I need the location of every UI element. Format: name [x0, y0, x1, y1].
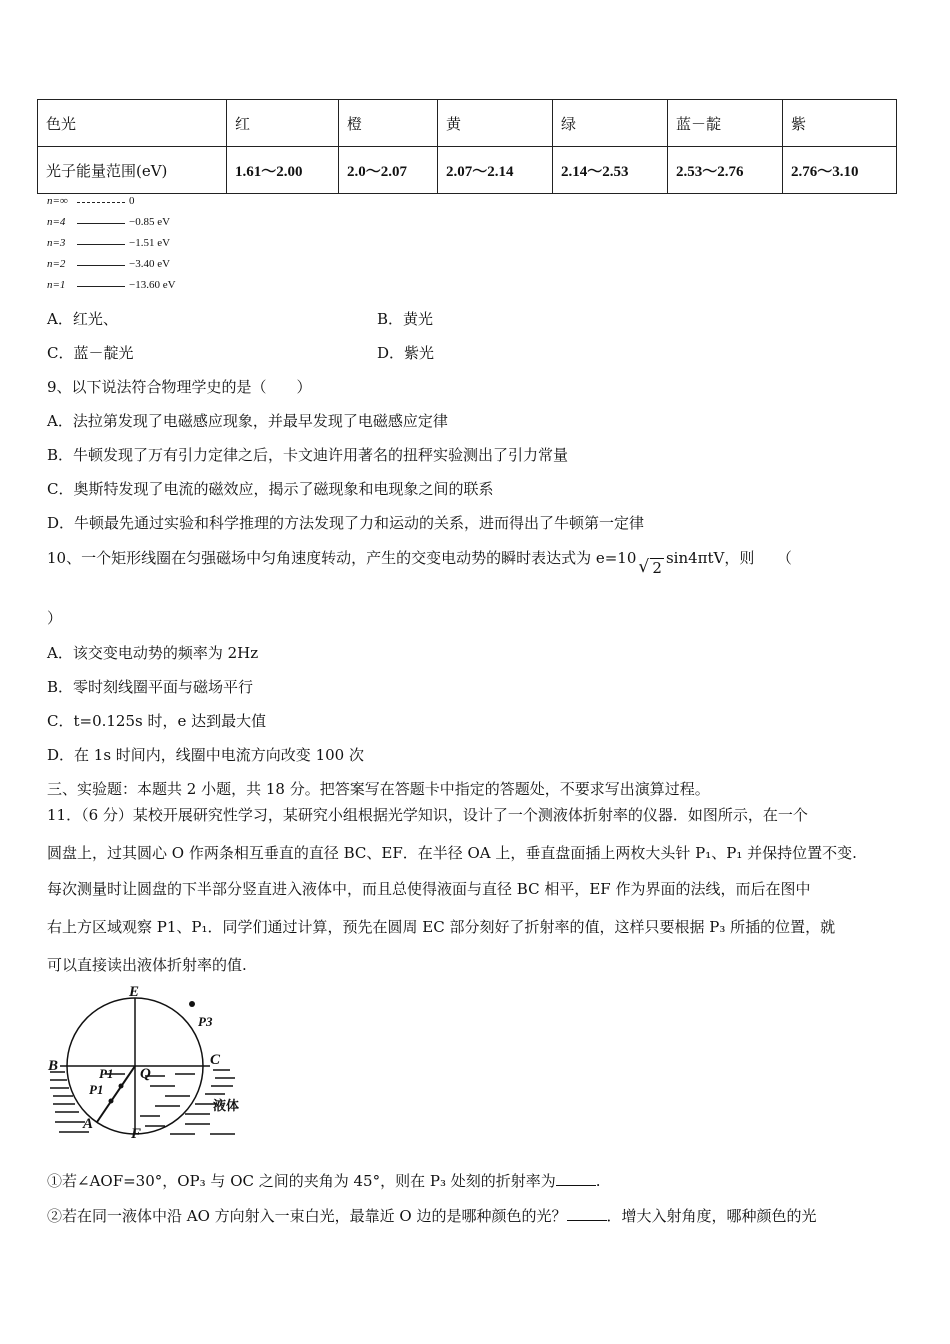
answer-blank[interactable] — [556, 1171, 596, 1186]
table-cell: 2.0～2.07 — [339, 147, 438, 194]
photon-energy-table — [37, 99, 897, 194]
level-energy: −13.60 eV — [129, 279, 176, 291]
q11-subquestion-1 — [47, 1170, 601, 1191]
label-e: E — [129, 984, 140, 1000]
q11-s1-end: . — [595, 1172, 601, 1190]
label-a: A — [83, 1116, 94, 1132]
table-cell: 2.14～2.53 — [553, 147, 668, 194]
energy-level — [47, 216, 207, 237]
q10-stem-close: ） — [47, 609, 63, 627]
q10-stem-post: sin4πtV，则 （ — [665, 549, 792, 567]
table-cell: 光子能量范围(eV) — [38, 147, 227, 194]
table-header-row — [38, 100, 897, 147]
q8-option-c: C．蓝－靛光 — [47, 344, 134, 362]
sqrt-radicand: 2 — [652, 559, 662, 577]
q11-line: 圆盘上，过其圆心 O 作两条相互垂直的直径 BC、EF．在半径 OA 上，垂直盘面插上两枚大头针 P₁、P₁ 并保持位置不变. — [47, 844, 857, 862]
label-liquid: 液体 — [213, 1099, 240, 1114]
table-row — [38, 147, 897, 194]
table-cell: 绿 — [553, 100, 668, 147]
q11-line: 可以直接读出液体折射率的值. — [47, 956, 247, 974]
level-n: n=1 — [47, 279, 66, 291]
q11-s1-text: ①若∠AOF=30°，OP₃ 与 OC 之间的夹角为 45°，则在 P₃ 处刻的折射率为 — [47, 1172, 556, 1190]
label-b: B — [48, 1058, 59, 1074]
label-f: F — [131, 1126, 142, 1142]
level-n: n=3 — [47, 237, 66, 249]
q9-stem: 9、以下说法符合物理学史的是（ ） — [47, 378, 312, 396]
q9-option-a: A．法拉第发现了电磁感应现象，并最早发现了电磁感应定律 — [47, 412, 448, 430]
level-energy: −1.51 eV — [129, 237, 171, 249]
q11-line: 每次测量时让圆盘的下半部分竖直进入液体中，而且总使得液面与直径 BC 相平，EF 作为界面的法线，而后在图中 — [47, 880, 811, 898]
level-line — [77, 202, 125, 203]
q8-option-d: D．紫光 — [377, 344, 435, 362]
level-line — [77, 286, 125, 287]
table-cell: 蓝－靛 — [668, 100, 783, 147]
level-n: n=2 — [47, 258, 66, 270]
level-energy: 0 — [129, 195, 135, 207]
table-cell: 2.53～2.76 — [668, 147, 783, 194]
label-p1b: P1 — [89, 1082, 104, 1097]
table-cell: 2.07～2.14 — [438, 147, 553, 194]
table-cell: 2.76～3.10 — [783, 147, 897, 194]
q11-line: 右上方区域观察 P1、P₁．同学们通过计算，预先在圆周 EC 部分刻好了折射率的值，这样只要根据 P₃ 所插的位置，就 — [47, 918, 836, 936]
table-cell: 红 — [227, 100, 339, 147]
table-cell: 1.61～2.00 — [227, 147, 339, 194]
pin-p3 — [189, 1001, 195, 1007]
q10-option-a: A．该交变电动势的频率为 2Hz — [47, 644, 259, 662]
section-heading: 三、实验题：本题共 2 小题，共 18 分。把答案写在答题卡中指定的答题处，不要求写出演算过程。 — [47, 780, 710, 798]
q10-stem-pre: 10、一个矩形线圈在匀强磁场中匀角速度转动，产生的交变电动势的瞬时表达式为 e=10 — [47, 549, 637, 567]
table-cell: 色光 — [38, 100, 227, 147]
q11-s2-end: ．增大入射角度，哪种颜色的光 — [606, 1207, 817, 1225]
q9-option-b: B．牛顿发现了万有引力定律之后，卡文迪许用著名的扭秤实验测出了引力常量 — [47, 446, 569, 464]
level-line — [77, 244, 125, 245]
sqrt-symbol — [638, 559, 664, 577]
energy-level — [47, 195, 207, 216]
q10-option-c: C．t=0.125s 时，e 达到最大值 — [47, 712, 267, 730]
pin-p1b — [109, 1099, 114, 1104]
table-cell: 黄 — [438, 100, 553, 147]
energy-level — [47, 258, 207, 279]
table-cell: 紫 — [783, 100, 897, 147]
label-c: C — [210, 1052, 221, 1068]
answer-blank[interactable] — [567, 1206, 607, 1221]
q9-option-c: C．奥斯特发现了电流的磁效应，揭示了磁现象和电现象之间的联系 — [47, 480, 494, 498]
q11-line: 11．（6 分）某校开展研究性学习，某研究小组根据光学知识，设计了一个测液体折射率的仪器．如图所示，在一个 — [47, 806, 808, 824]
q9-option-d: D．牛顿最先通过实验和科学推理的方法发现了力和运动的关系，进而得出了牛顿第一定律 — [47, 514, 645, 532]
level-line — [77, 265, 125, 266]
energy-level — [47, 279, 207, 300]
q8-option-a: A．红光、 — [47, 310, 118, 328]
level-n: n=∞ — [47, 195, 68, 207]
energy-level — [47, 237, 207, 258]
level-line — [77, 223, 125, 224]
label-q: Q — [140, 1066, 151, 1082]
q10-option-b: B．零时刻线圈平面与磁场平行 — [47, 678, 254, 696]
pin-p1 — [119, 1084, 124, 1089]
q10-option-d: D．在 1s 时间内，线圈中电流方向改变 100 次 — [47, 746, 364, 764]
q8-option-b: B．黄光 — [377, 310, 434, 328]
level-energy: −3.40 eV — [129, 258, 171, 270]
energy-level-diagram — [47, 195, 207, 300]
level-n: n=4 — [47, 216, 66, 228]
q11-subquestion-2 — [47, 1205, 817, 1226]
table-cell: 橙 — [339, 100, 438, 147]
level-energy: −0.85 eV — [129, 216, 171, 228]
refractometer-figure — [45, 982, 250, 1142]
q10-stem — [47, 547, 792, 577]
label-p3: P3 — [198, 1014, 213, 1029]
label-p1: P1 — [99, 1066, 114, 1081]
q11-s2-text: ②若在同一液体中沿 AO 方向射入一束白光，最靠近 O 边的是哪种颜色的光？ — [47, 1207, 567, 1225]
